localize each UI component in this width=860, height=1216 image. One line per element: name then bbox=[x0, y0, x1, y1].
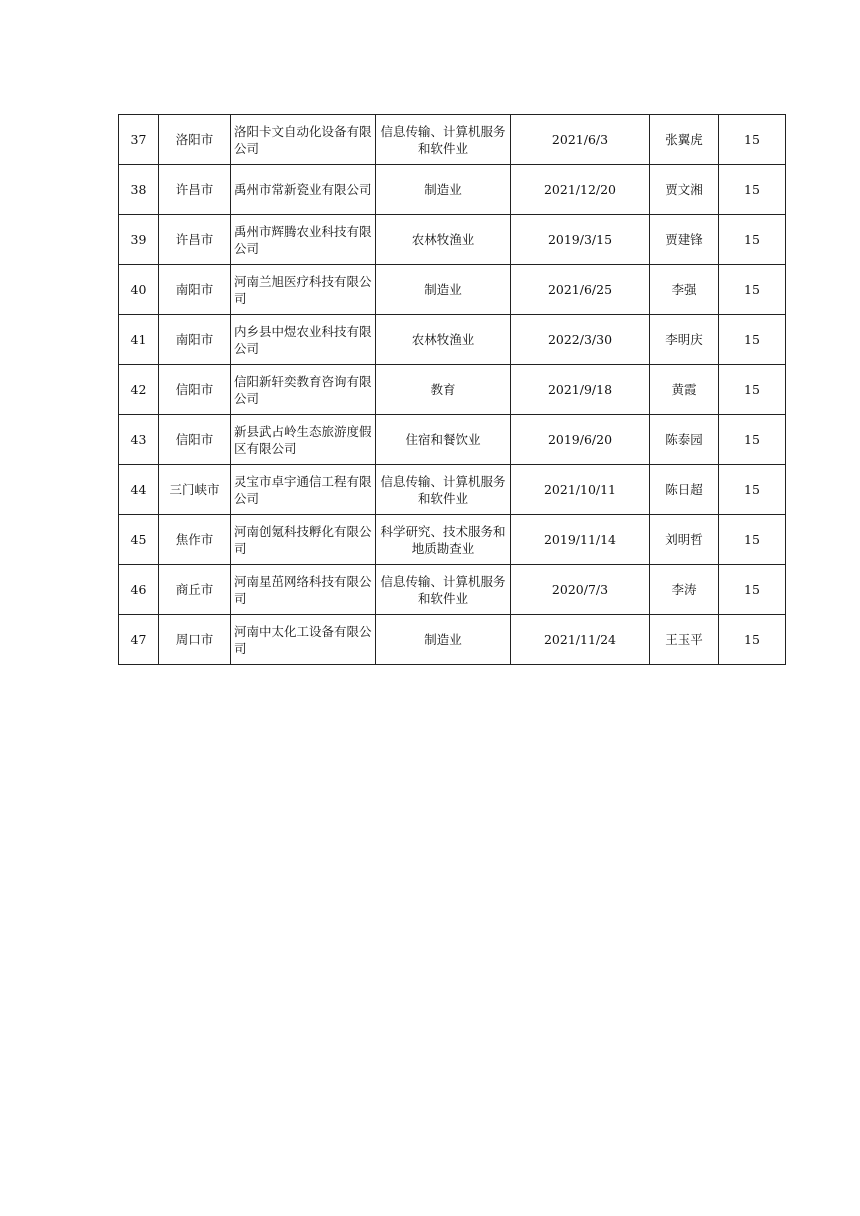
score-cell: 15 bbox=[719, 165, 786, 215]
row-number: 45 bbox=[119, 515, 159, 565]
city-cell: 信阳市 bbox=[159, 365, 231, 415]
score-cell: 15 bbox=[719, 565, 786, 615]
city-cell: 三门峡市 bbox=[159, 465, 231, 515]
table-row bbox=[119, 565, 786, 615]
company-name-cell: 信阳新轩奕教育咨询有限公司 bbox=[231, 365, 376, 415]
row-number: 46 bbox=[119, 565, 159, 615]
industry-cell: 制造业 bbox=[376, 615, 511, 665]
date-cell: 2021/9/18 bbox=[511, 365, 650, 415]
industry-cell: 农林牧渔业 bbox=[376, 315, 511, 365]
city-cell: 信阳市 bbox=[159, 415, 231, 465]
company-name-cell: 洛阳卡文自动化设备有限公司 bbox=[231, 115, 376, 165]
industry-cell: 制造业 bbox=[376, 265, 511, 315]
city-cell: 商丘市 bbox=[159, 565, 231, 615]
score-cell: 15 bbox=[719, 615, 786, 665]
company-name-cell: 新县武占岭生态旅游度假区有限公司 bbox=[231, 415, 376, 465]
table-row bbox=[119, 515, 786, 565]
company-table bbox=[118, 114, 786, 665]
company-name-cell: 河南创氪科技孵化有限公司 bbox=[231, 515, 376, 565]
date-cell: 2021/6/25 bbox=[511, 265, 650, 315]
date-cell: 2021/6/3 bbox=[511, 115, 650, 165]
table-row bbox=[119, 165, 786, 215]
industry-cell: 住宿和餐饮业 bbox=[376, 415, 511, 465]
table-row bbox=[119, 215, 786, 265]
table-row bbox=[119, 365, 786, 415]
industry-cell: 信息传输、计算机服务和软件业 bbox=[376, 115, 511, 165]
city-cell: 周口市 bbox=[159, 615, 231, 665]
company-name-cell: 河南中太化工设备有限公司 bbox=[231, 615, 376, 665]
person-cell: 陈泰园 bbox=[650, 415, 719, 465]
date-cell: 2019/3/15 bbox=[511, 215, 650, 265]
industry-cell: 信息传输、计算机服务和软件业 bbox=[376, 565, 511, 615]
score-cell: 15 bbox=[719, 365, 786, 415]
table-row bbox=[119, 465, 786, 515]
score-cell: 15 bbox=[719, 415, 786, 465]
row-number: 37 bbox=[119, 115, 159, 165]
city-cell: 许昌市 bbox=[159, 215, 231, 265]
industry-cell: 制造业 bbox=[376, 165, 511, 215]
row-number: 39 bbox=[119, 215, 159, 265]
person-cell: 贾建锋 bbox=[650, 215, 719, 265]
industry-cell: 农林牧渔业 bbox=[376, 215, 511, 265]
city-cell: 南阳市 bbox=[159, 315, 231, 365]
score-cell: 15 bbox=[719, 115, 786, 165]
row-number: 38 bbox=[119, 165, 159, 215]
date-cell: 2022/3/30 bbox=[511, 315, 650, 365]
score-cell: 15 bbox=[719, 315, 786, 365]
date-cell: 2019/11/14 bbox=[511, 515, 650, 565]
row-number: 43 bbox=[119, 415, 159, 465]
company-name-cell: 禹州市辉腾农业科技有限公司 bbox=[231, 215, 376, 265]
score-cell: 15 bbox=[719, 515, 786, 565]
table-body bbox=[119, 115, 786, 665]
table-row bbox=[119, 315, 786, 365]
date-cell: 2021/10/11 bbox=[511, 465, 650, 515]
person-cell: 刘明哲 bbox=[650, 515, 719, 565]
city-cell: 洛阳市 bbox=[159, 115, 231, 165]
date-cell: 2021/12/20 bbox=[511, 165, 650, 215]
city-cell: 南阳市 bbox=[159, 265, 231, 315]
company-name-cell: 灵宝市卓宇通信工程有限公司 bbox=[231, 465, 376, 515]
person-cell: 贾文湘 bbox=[650, 165, 719, 215]
table-row bbox=[119, 615, 786, 665]
row-number: 41 bbox=[119, 315, 159, 365]
industry-cell: 教育 bbox=[376, 365, 511, 415]
date-cell: 2019/6/20 bbox=[511, 415, 650, 465]
date-cell: 2020/7/3 bbox=[511, 565, 650, 615]
company-name-cell: 河南星茁网络科技有限公司 bbox=[231, 565, 376, 615]
person-cell: 黄霞 bbox=[650, 365, 719, 415]
person-cell: 陈日超 bbox=[650, 465, 719, 515]
company-name-cell: 河南兰旭医疗科技有限公司 bbox=[231, 265, 376, 315]
city-cell: 许昌市 bbox=[159, 165, 231, 215]
person-cell: 李涛 bbox=[650, 565, 719, 615]
industry-cell: 科学研究、技术服务和地质勘查业 bbox=[376, 515, 511, 565]
person-cell: 王玉平 bbox=[650, 615, 719, 665]
company-name-cell: 禹州市常新瓷业有限公司 bbox=[231, 165, 376, 215]
row-number: 44 bbox=[119, 465, 159, 515]
table-row bbox=[119, 265, 786, 315]
company-name-cell: 内乡县中煜农业科技有限公司 bbox=[231, 315, 376, 365]
city-cell: 焦作市 bbox=[159, 515, 231, 565]
date-cell: 2021/11/24 bbox=[511, 615, 650, 665]
person-cell: 李强 bbox=[650, 265, 719, 315]
industry-cell: 信息传输、计算机服务和软件业 bbox=[376, 465, 511, 515]
score-cell: 15 bbox=[719, 215, 786, 265]
score-cell: 15 bbox=[719, 465, 786, 515]
row-number: 47 bbox=[119, 615, 159, 665]
table-row bbox=[119, 115, 786, 165]
person-cell: 李明庆 bbox=[650, 315, 719, 365]
person-cell: 张翼虎 bbox=[650, 115, 719, 165]
row-number: 40 bbox=[119, 265, 159, 315]
row-number: 42 bbox=[119, 365, 159, 415]
score-cell: 15 bbox=[719, 265, 786, 315]
table-row bbox=[119, 415, 786, 465]
